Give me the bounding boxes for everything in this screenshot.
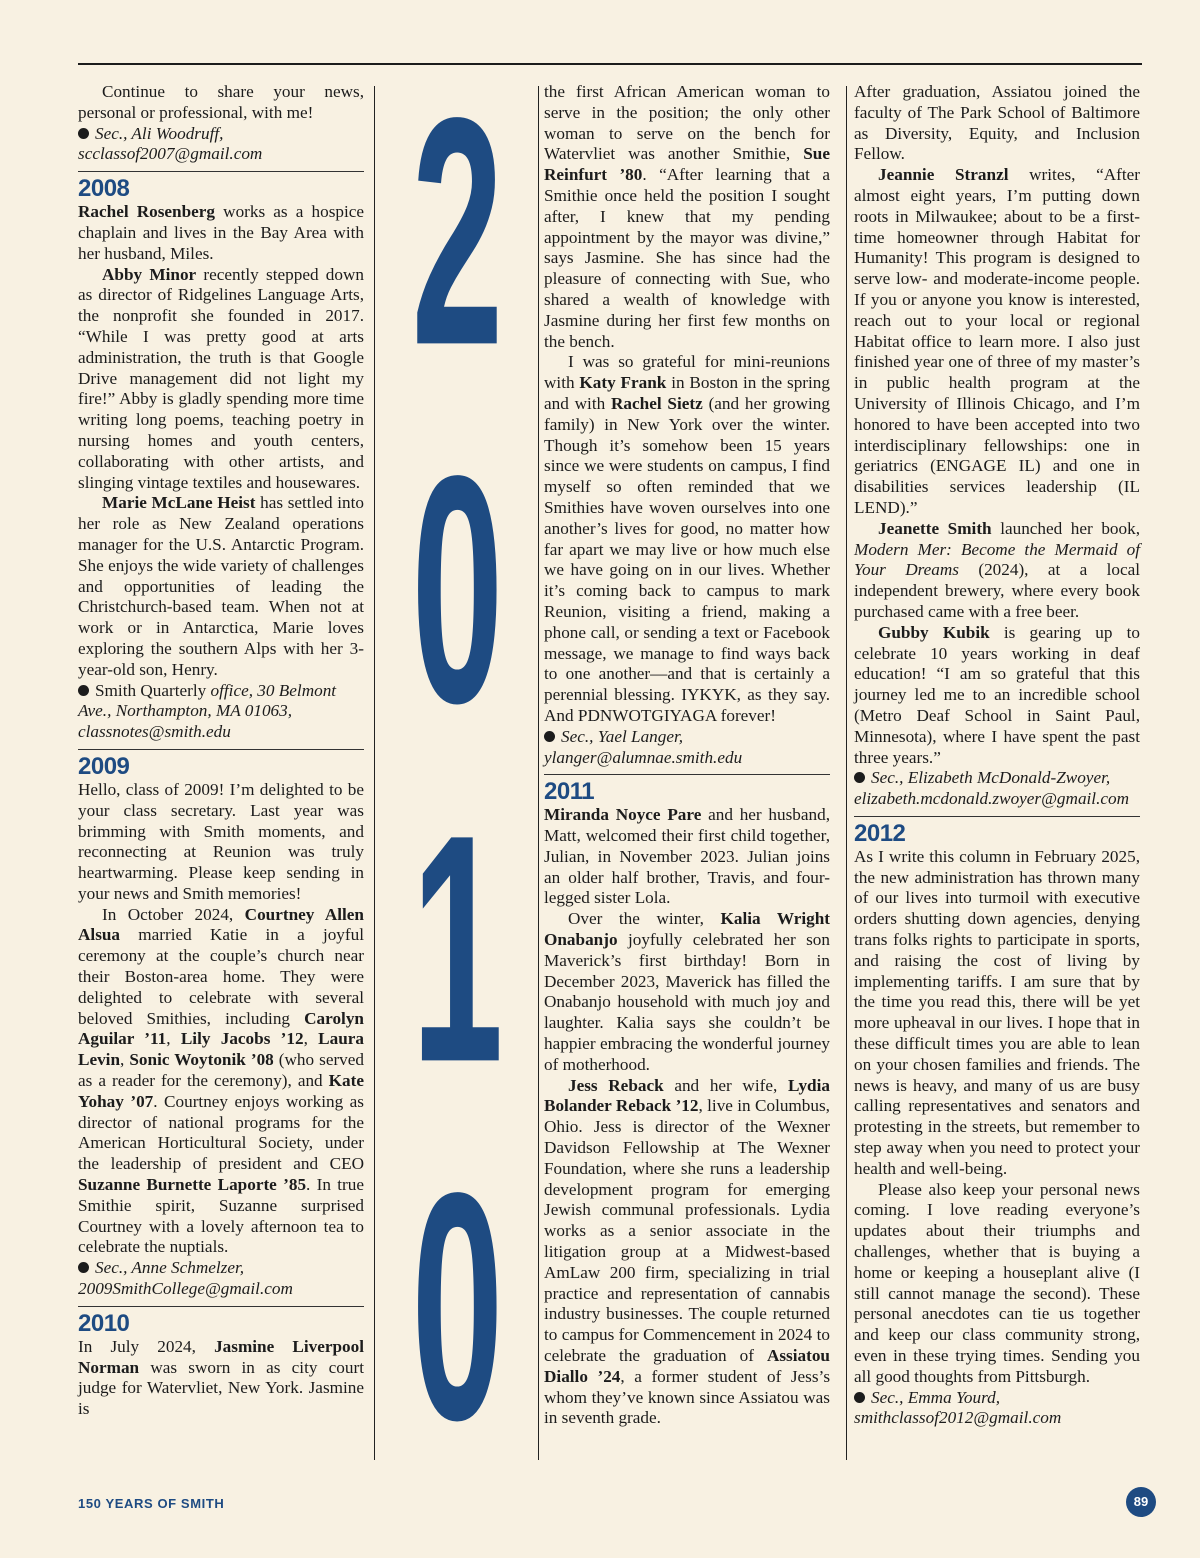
bold-name: Abby Minor (102, 264, 197, 284)
bold-name: Marie McLane Heist (102, 493, 256, 513)
bold-name: Kalia Wright Onabanjo (544, 909, 831, 950)
decor-digit: 0 (411, 407, 503, 771)
paragraph: After graduation, Assiatou joined the faculty of The Park School of Baltimore as Diversity, Equity, and Inclusion Fellow. (854, 82, 1140, 164)
column-left (78, 82, 364, 1420)
paragraph: Hello, class of 2009! I’m delighted to be your class secretary. Last year was brimming with Smith moments, and reconnecting at Reunion was truly heartwarming. Please keep sending in your news and Smith memories! (78, 779, 364, 903)
bold-name: Miranda Noyce Pare (544, 805, 702, 825)
signature-2010: Sec., Yael Langer, ylanger@alumnae.smith.edu (544, 726, 743, 767)
bold-name: Katy Frank (579, 373, 667, 393)
paragraph: Jeannie Stranzl writes, “After almost eight years, I’m putting down roots in Milwaukee; about to be a first-time homeowner through Habitat for Humanity! This program is designed to serve low- and moderate-income people. If you or anyone you know is interested, reach out to your local or regional Habitat office to learn more. I also just finished year one of three of my master’s in public health program at the University of Illinois Chicago, and I’m honored to have been accepted into two interdisciplinary fellowships: one in geriatrics (ENGAGE IL) and one in disabilities services leadership (IL LEND).” (854, 165, 1140, 517)
paragraph: Abby Minor recently stepped down as director of Ridgelines Language Arts, the nonprofit she founded in 2017. “While I was pretty good at arts administration, the truth is that Google Drive management did not light my fire!” Abby is gladly spending more time writing long poems, teaching poetry in nursing homes and youth centers, collaborating with other artists, and slinging vintage textiles and housewares. (78, 264, 365, 492)
paragraph: Please also keep your personal news coming. I love reading everyone’s updates about their triumphs and challenges, whether that is buying a home or keeping a houseplant alive (I still cannot manage the second). These personal anecdotes can tie us together and keep our class community strong, even in these trying times. Sending you all good thoughts from Pittsburgh. (854, 1179, 1140, 1386)
intro-paragraph: Continue to share your news, personal or professional, with me! (78, 82, 364, 122)
column-divider (374, 86, 375, 1460)
bullet-dot-icon (78, 685, 89, 696)
bold-name: Kate Yohay ’07 (78, 1071, 364, 1111)
bullet-dot-icon (78, 1262, 89, 1273)
bold-name: Suzanne Burnette Laporte ’85 (78, 1175, 307, 1195)
bullet-dot-icon (854, 1392, 865, 1403)
year-heading-2011: 2011 (544, 774, 830, 805)
column-divider (538, 86, 539, 1460)
decor-digit: 2 (411, 49, 503, 413)
paragraph: As I write this column in February 2025, the new administration has thrown many of our lives into turmoil with executive orders shutting down agencies, denying trans folks rights to participate in sports, and raising the cost of living by implementing tariffs. I am sure that by the time you read this, there will be yet more upheaval in our lives. I hope that in these difficult times you are able to lean on your chosen families and friends. The news is heavy, and many of us are busy calling representatives and senators and protesting in the streets, but remember to step away when you need to protect your health and well-being. (854, 846, 1140, 1178)
bullet-dot-icon (854, 772, 865, 783)
bold-name: Jasmine Liverpool Norman (78, 1336, 364, 1377)
bold-name: Gubby Kubik (878, 622, 990, 642)
paragraph: Over the winter, Kalia Wright Onabanjo joyfully celebrated her son Maverick’s first birthday! Born in December 2023, Maverick has filled the Onabanjo household with much joy and laughter. Kalia says she couldn’t be happier embracing the wonderful journey of motherhood. (544, 909, 831, 1074)
decor-digit: 0 (411, 1124, 503, 1488)
year-heading-2008: 2008 (78, 171, 364, 202)
paragraph: In July 2024, Jasmine Liverpool Norman was sworn in as city court judge for Watervliet, New York. Jasmine is (78, 1336, 364, 1419)
decorative-year-digits (382, 49, 532, 1488)
bold-name: Rachel Rosenberg (78, 202, 216, 222)
column-middle (544, 82, 830, 1429)
signature-2011: Sec., Elizabeth McDonald-Zwoyer, elizabeth.mcdonald.zwoyer@gmail.com (854, 768, 1130, 809)
bold-name: Courtney Allen Alsua (78, 904, 364, 945)
paragraph: Gubby Kubik is gearing up to celebrate 10 years working in deaf education! “I am so grateful that this journey led me to an incredible school (Metro Deaf School in Saint Paul, Minnesota), where I have spent the past three years.” (854, 622, 1140, 767)
bold-name: Rachel Sietz (611, 393, 703, 413)
bold-name: Jeannie Stranzl (878, 165, 1009, 185)
paragraph: Marie McLane Heist has settled into her role as New Zealand operations manager for the U.S. Antarctic Program. She enjoys the wide variety of challenges and opportunities of leading the Christchurch-based team. When not at work or in Antarctica, Marie loves exploring the southern Alps with her 3-year-old son, Henry. (78, 493, 364, 679)
bold-name: Carolyn Aguilar ’11 (78, 1008, 364, 1049)
signature-2007: Sec., Ali Woodruff, scclassof2007@gmail.com (78, 123, 263, 164)
bold-name: Laura Levin (78, 1029, 364, 1070)
bold-name: Sonic Woytonik ’08 (129, 1050, 274, 1070)
bold-name: Jeanette Smith (878, 518, 992, 538)
paragraph: In October 2024, Courtney Allen Alsua married Katie in a joyful ceremony at the couple’s church near their Boston-area home. They were delighted to celebrate with several beloved Smithies, including Carolyn Aguilar ’11, Lily Jacobs ’12, Laura Levin, Sonic Woytonik ’08 (who served as a reader for the ceremony), and Kate Yohay ’07. Courtney enjoys working as director of national programs for the American Horticultural Society, under the leadership of president and CEO Suzanne Burnette Laporte ’85. In true Smithie spirit, Suzanne surprised Courtney with a lovely afternoon tea to celebrate the nuptials. (78, 904, 365, 1257)
paragraph: I was so grateful for mini-reunions with Katy Frank in Boston in the spring and with Rachel Sietz (and her growing family) in New York over the winter. Though it’s somehow been 15 years since we were students on campus, I find myself so often reminded that we Smithies have woven ourselves into one another’s lives for good, no matter how far apart we may live or how much else we have going on in our lives. Whether it’s coming back to campus to mark Reunion, visiting a friend, making a phone call, or sending a text or Facebook message, we manage to find ways back to one another—and that is certainly a perennial blessing. IYKYK, as they say. And PDNWOTGIYAGA forever! (544, 352, 830, 725)
bullet-dot-icon (78, 128, 89, 139)
bullet-dot-icon (544, 731, 555, 742)
column-divider (846, 86, 847, 1460)
bold-name: Sue Reinfurt ’80 (544, 144, 830, 185)
page-number-badge: 89 (1126, 1487, 1156, 1517)
bold-name: Lily Jacobs ’12 (180, 1029, 304, 1049)
signature-2009: Sec., Anne Schmelzer, 2009SmithCollege@gmail.com (78, 1258, 293, 1299)
paragraph: the first African American woman to serve in the position; the only other woman to serve on the bench for Watervliet was another Smithie, Sue Reinfurt ’80. “After learning that a Smithie once held the position I sought after, I knew that my pending appointment by the mayor was divine,” says Jasmine. She has since had the pleasure of connecting with Sue, who shared a wealth of knowledge with Jasmine during her first few months on the bench. (544, 82, 830, 351)
year-heading-2009: 2009 (78, 749, 364, 780)
bold-name: Lydia Bolander Reback ’12 (544, 1075, 830, 1116)
column-right (854, 82, 1140, 1429)
paragraph: Jeanette Smith launched her book, Modern Mer: Become the Mermaid of Your Dreams (2024), at a local independent brewery, where every book purchased came with a free beer. (854, 518, 1141, 621)
italic-title: Modern Mer: Become the Mermaid of Your Dreams (854, 539, 1140, 580)
top-rule (78, 63, 1142, 65)
signature-2008: Smith Quarterly office, 30 Belmont Ave., Northampton, MA 01063, classnotes@smith.edu (78, 680, 337, 742)
bold-name: Assiatou Diallo ’24 (544, 1346, 830, 1386)
paragraph: Jess Reback and her wife, Lydia Bolander Reback ’12, live in Columbus, Ohio. Jess is director of the Wexner Davidson Fellowship at The Wexner Foundation, where she runs a leadership development program for emerging Jewish communal professionals. Lydia works as a senior associate in the litigation group at a Midwest-based AmLaw 200 firm, specializing in trial practice and representation of cannabis industry businesses. The couple returned to campus for Commencement in 2024 to celebrate the graduation of Assiatou Diallo ’24, a former student of Jess’s whom they’ve known since Assiatou was in seventh grade. (544, 1075, 831, 1428)
footer-publication-label: 150 YEARS OF SMITH (78, 1496, 225, 1511)
signature-2012: Sec., Emma Yourd, smithclassof2012@gmail.com (854, 1387, 1062, 1428)
paragraph: Miranda Noyce Pare and her husband, Matt, welcomed their first child together, Julian, in November 2023. Julian joins an older half brother, Travis, and four-legged sister Lola. (544, 805, 830, 908)
year-heading-2010: 2010 (78, 1306, 364, 1337)
bold-name: Jess Reback (568, 1075, 664, 1095)
year-heading-2012: 2012 (854, 816, 1140, 847)
decor-digit: 1 (411, 766, 503, 1130)
paragraph: Rachel Rosenberg works as a hospice chaplain and lives in the Bay Area with her husband, Miles. (78, 202, 365, 263)
